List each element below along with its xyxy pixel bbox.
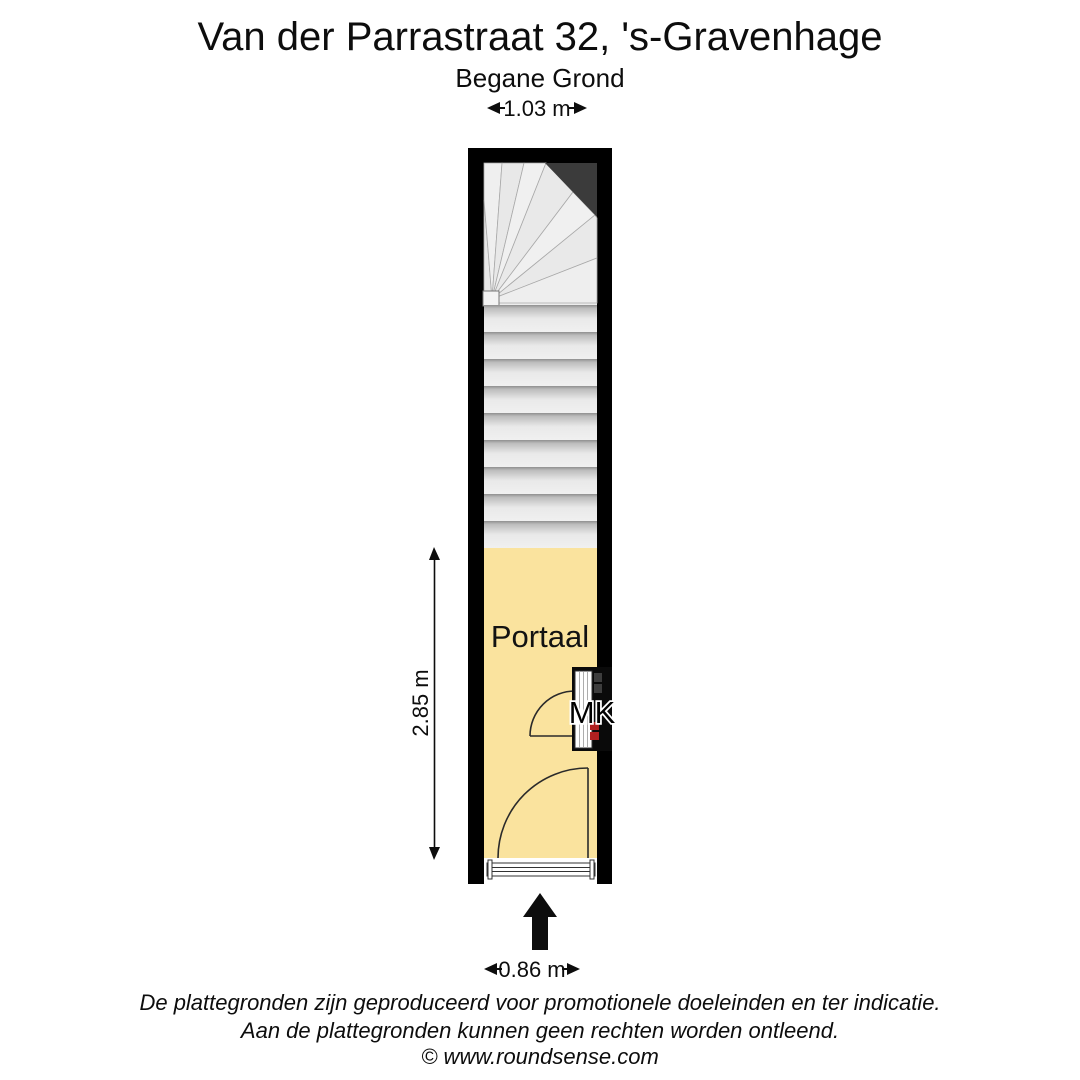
arrow-up-icon <box>429 547 440 560</box>
wall-top <box>468 148 612 164</box>
mk-label: MK <box>568 695 616 730</box>
stair-step <box>484 332 597 359</box>
page-title: Van der Parrastraat 32, 's-Gravenhage <box>197 15 883 59</box>
staircase <box>483 163 597 548</box>
meter-unit <box>594 684 602 693</box>
stair-step <box>484 440 597 467</box>
dimension-bottom-label: 0.86 m <box>498 957 566 982</box>
stair-step <box>484 305 597 332</box>
stair-step <box>484 494 597 521</box>
copyright-line: © www.roundsense.com <box>421 1044 659 1069</box>
entrance-threshold <box>487 860 595 879</box>
arrow-right-icon <box>567 963 580 975</box>
dimension-top-label: 1.03 m <box>503 96 571 121</box>
meter-unit <box>594 673 602 682</box>
sill-post <box>590 860 594 879</box>
stair-step <box>484 359 597 386</box>
arrow-down-icon <box>429 847 440 860</box>
dimension-left <box>408 547 440 860</box>
arrow-right-icon <box>574 102 587 114</box>
disclaimer-line-2: Aan de plattegronden kunnen geen rechten worden ontleend. <box>240 1018 840 1043</box>
arrow-left-icon <box>487 102 500 114</box>
newel-post <box>483 291 499 306</box>
entrance-arrow-icon <box>523 893 557 950</box>
dimension-left-label: 2.85 m <box>408 669 433 737</box>
portaal-label: Portaal <box>490 619 590 654</box>
stair-step <box>484 386 597 413</box>
meter-red-unit <box>590 732 599 740</box>
sill <box>487 863 595 876</box>
page-subtitle: Begane Grond <box>455 63 625 93</box>
stair-step <box>484 413 597 440</box>
dimension-bottom <box>484 957 580 982</box>
disclaimer-line-1: De plattegronden zijn geproduceerd voor promotionele doeleinden en ter indicatie. <box>139 990 941 1015</box>
stair-step <box>484 467 597 494</box>
wall-left <box>468 148 484 884</box>
wall-right <box>597 148 612 884</box>
sill-post <box>488 860 492 879</box>
stair-step <box>484 521 597 548</box>
arrow-left-icon <box>484 963 497 975</box>
straight-steps <box>484 305 597 548</box>
dimension-top <box>487 96 587 121</box>
